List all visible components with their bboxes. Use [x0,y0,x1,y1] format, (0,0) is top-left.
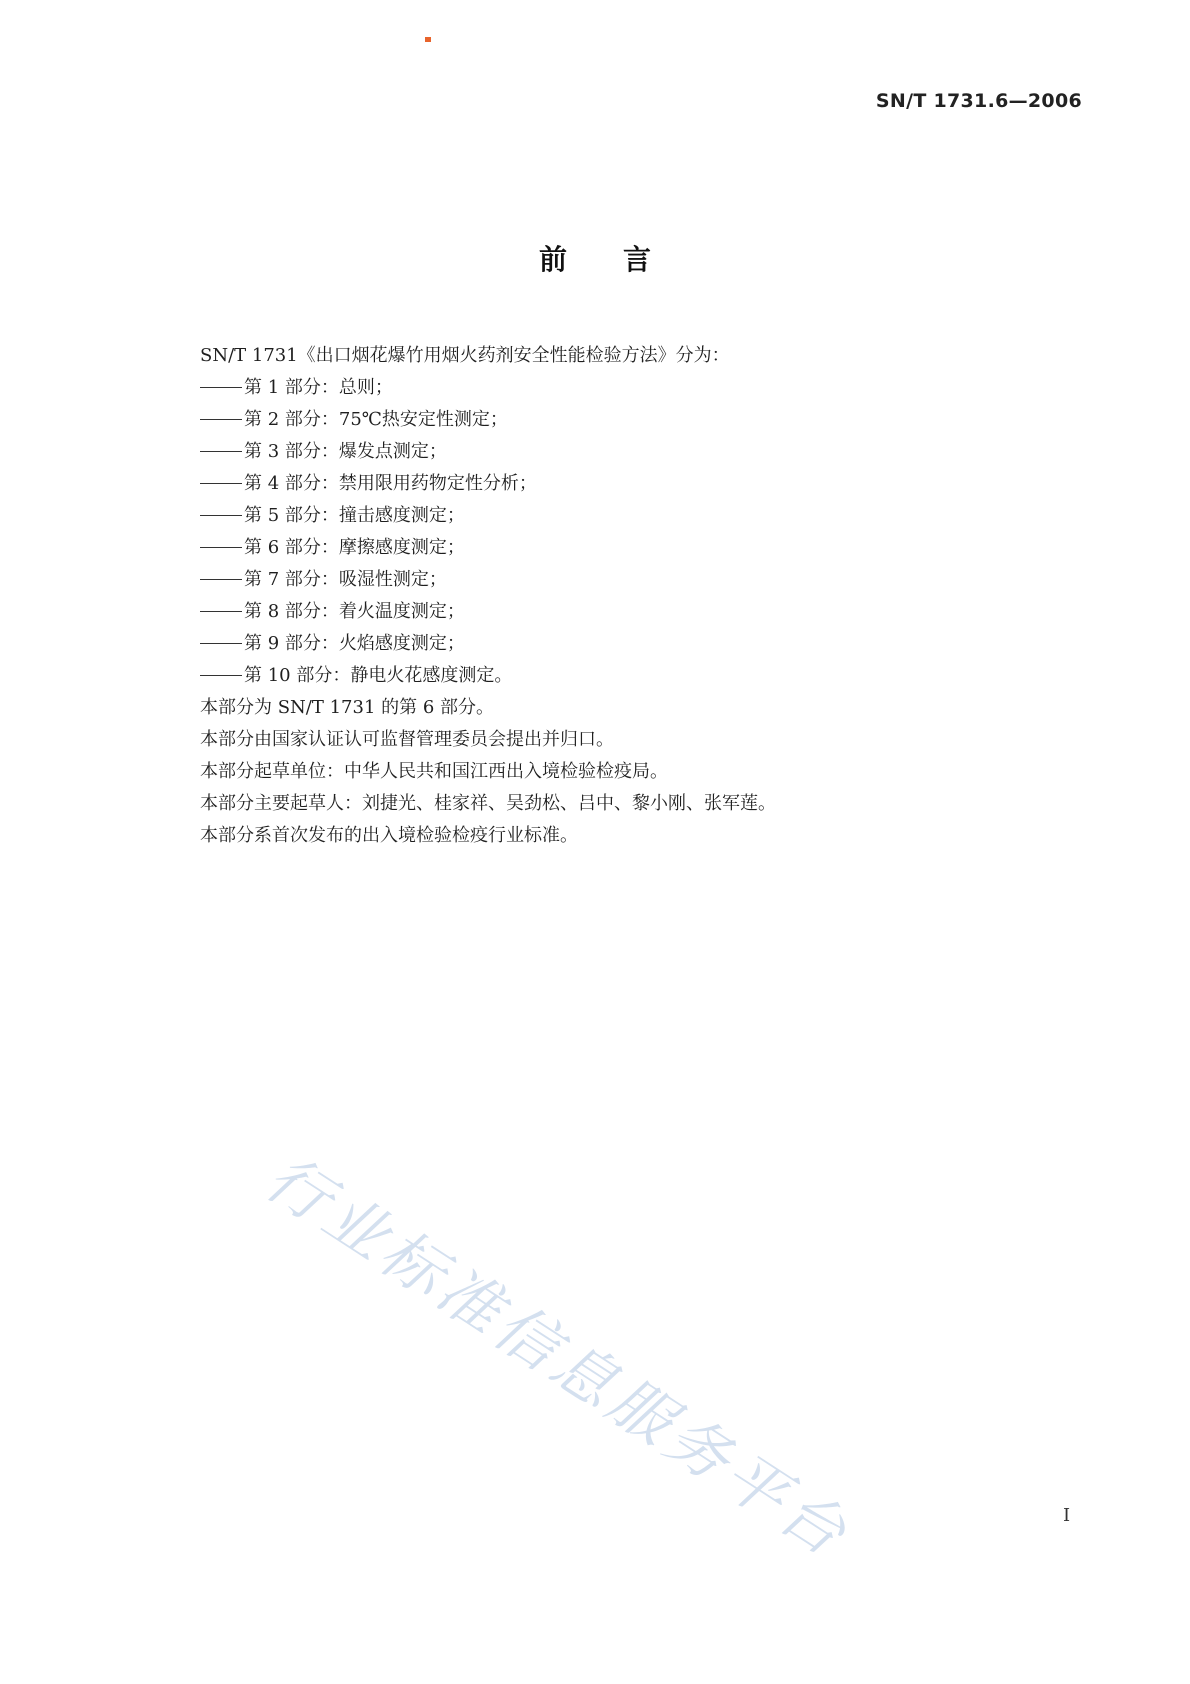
part-item [200,660,1020,692]
part-label: 第 3 部分：爆发点测定； [244,441,447,462]
intro-line: SN/T 1731《出口烟花爆竹用烟火药剂安全性能检验方法》分为： [200,345,730,366]
part-item [200,500,1020,532]
dash-mark [200,515,242,516]
top-color-mark [425,37,431,42]
statement-line: 本部分起草单位：中华人民共和国江西出入境检验检疫局。 [200,761,668,782]
dash-mark [200,419,242,420]
foreword-body [200,340,1020,852]
dash-mark [200,483,242,484]
part-item [200,404,1020,436]
part-label: 第 9 部分：火焰感度测定； [244,633,465,654]
part-label: 第 4 部分：禁用限用药物定性分析； [244,473,537,494]
part-item [200,372,1020,404]
standard-code: SN/T 1731.6—2006 [875,90,1082,112]
part-label: 第 10 部分：静电火花感度测定。 [244,665,513,686]
dash-mark [200,579,242,580]
part-item [200,564,1020,596]
dash-mark [200,547,242,548]
part-item [200,596,1020,628]
statement-line: 本部分由国家认证认可监督管理委员会提出并归口。 [200,729,614,750]
page-title: 前言 [538,243,707,276]
statement-line: 本部分主要起草人：刘捷光、桂家祥、吴劲松、吕中、黎小刚、张军莲。 [200,793,776,814]
watermark-text: 行业标准信息服务平台 [253,1140,864,1573]
dash-mark [200,387,242,388]
dash-mark [200,643,242,644]
part-item [200,436,1020,468]
statement-line: 本部分为 SN/T 1731 的第 6 部分。 [200,697,495,718]
part-label: 第 7 部分：吸湿性测定； [244,569,447,590]
dash-mark [200,611,242,612]
part-item [200,628,1020,660]
part-item [200,532,1020,564]
part-label: 第 5 部分：撞击感度测定； [244,505,465,526]
dash-mark [200,451,242,452]
statement-line: 本部分系首次发布的出入境检验检疫行业标准。 [200,825,578,846]
page-number: I [1063,1505,1071,1526]
part-label: 第 6 部分：摩擦感度测定； [244,537,465,558]
part-label: 第 8 部分：着火温度测定； [244,601,465,622]
part-label: 第 2 部分：75℃热安定性测定； [244,409,508,430]
part-item [200,468,1020,500]
dash-mark [200,675,242,676]
part-label: 第 1 部分：总则； [244,377,393,398]
